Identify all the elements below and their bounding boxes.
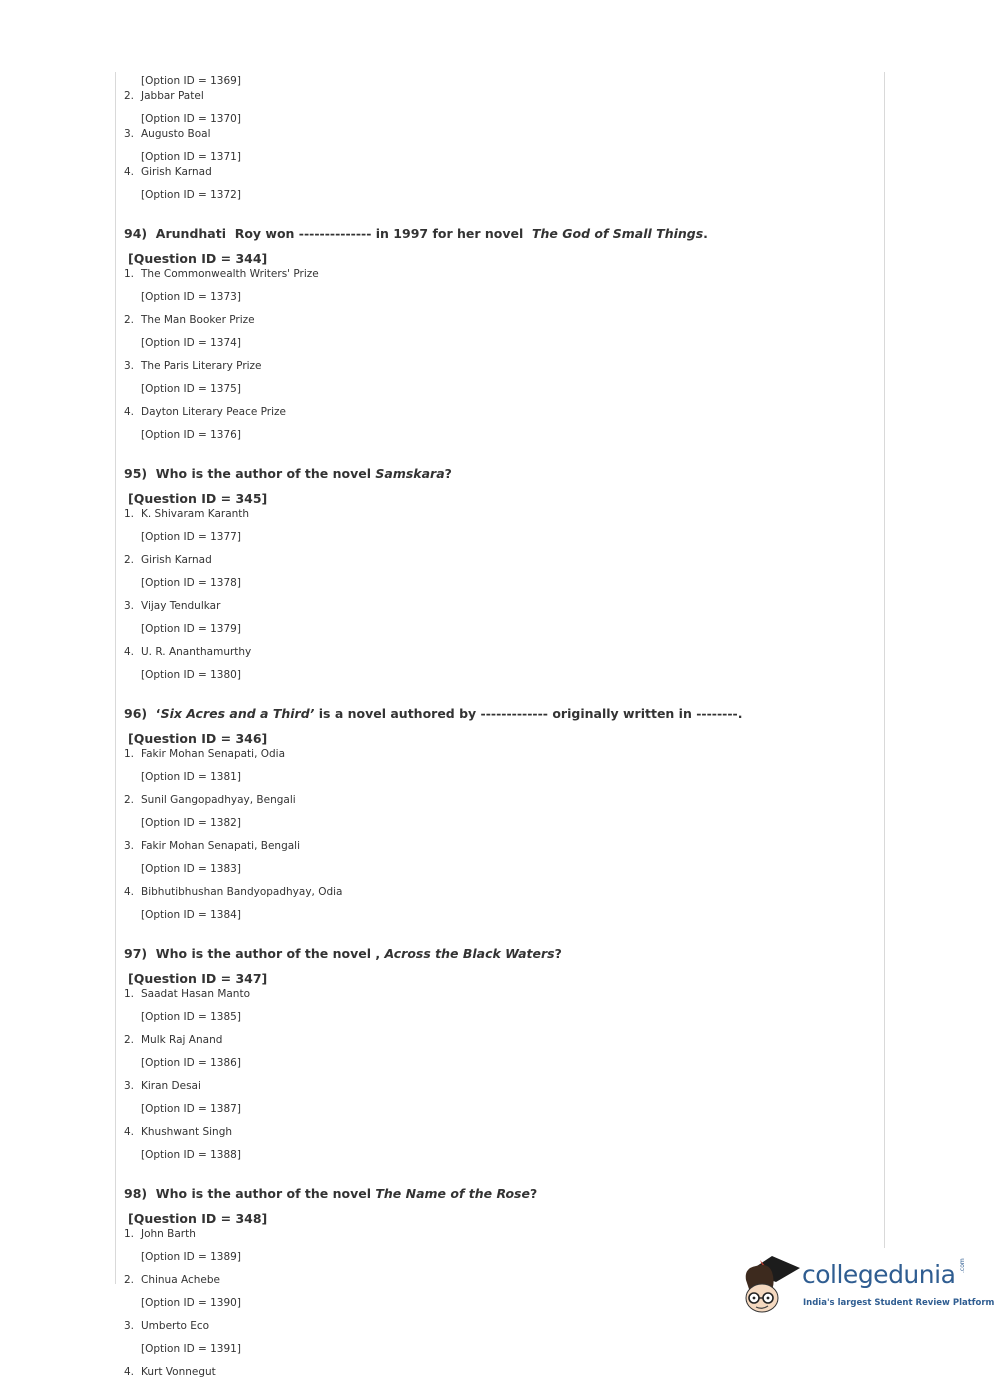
- question-list: [124, 225, 864, 1380]
- option-id: [Option ID = 1387]: [141, 1103, 241, 1115]
- option-item: 3. Kiran Desai: [124, 1080, 201, 1092]
- option-id: [Option ID = 1375]: [141, 383, 241, 395]
- question-id: [Question ID = 344]: [128, 251, 268, 266]
- option-id: [Option ID = 1381]: [141, 771, 241, 783]
- option-id: [Option ID = 1380]: [141, 669, 241, 681]
- option-id: [Option ID = 1370]: [141, 113, 241, 125]
- option-id: [Option ID = 1372]: [141, 189, 241, 201]
- question-text: 98) Who is the author of the novel The Name of the Rose?: [124, 1186, 538, 1201]
- previous-question-tail: [124, 74, 864, 203]
- question-block: [124, 225, 864, 443]
- question-text: 97) Who is the author of the novel , Across the Black Waters?: [124, 946, 562, 961]
- logo-domain-suffix: .com: [959, 1258, 966, 1273]
- option-item: 1. K. Shivaram Karanth: [124, 508, 250, 520]
- option-id: [Option ID = 1382]: [141, 817, 241, 829]
- option-item: 2. The Man Booker Prize: [124, 314, 255, 326]
- logo-tagline: India's largest Student Review Platform: [803, 1298, 995, 1308]
- option-id: [Option ID = 1390]: [141, 1297, 241, 1309]
- option-id: [Option ID = 1369]: [141, 75, 241, 87]
- option-id: [Option ID = 1374]: [141, 337, 241, 349]
- option-item: 3. Umberto Eco: [124, 1320, 210, 1332]
- option-id: [Option ID = 1384]: [141, 909, 241, 921]
- option-item: 1. Fakir Mohan Senapati, Odia: [124, 748, 286, 760]
- option-id: [Option ID = 1383]: [141, 863, 241, 875]
- option-item: 3. The Paris Literary Prize: [124, 360, 262, 372]
- left-margin-rule: [115, 72, 116, 1284]
- question-block: [124, 705, 864, 923]
- question-paper: [124, 74, 864, 1380]
- question-text: 95) Who is the author of the novel Samskara?: [124, 466, 452, 481]
- question-text: 94) Arundhati Roy won -------------- in 1997 for her novel The God of Small Things.: [124, 226, 708, 241]
- logo-wordmark: collegedunia: [802, 1260, 956, 1289]
- option-item: 4. Khushwant Singh: [124, 1126, 233, 1138]
- question-id: [Question ID = 347]: [128, 971, 268, 986]
- option-id: [Option ID = 1376]: [141, 429, 241, 441]
- question-block: [124, 945, 864, 1163]
- option-item: 2. Sunil Gangopadhyay, Bengali: [124, 794, 296, 806]
- option-item: 4. Girish Karnad: [124, 166, 212, 178]
- question-id: [Question ID = 345]: [128, 491, 268, 506]
- option-id: [Option ID = 1373]: [141, 291, 241, 303]
- question-id: [Question ID = 346]: [128, 731, 268, 746]
- option-item: 2. Girish Karnad: [124, 554, 212, 566]
- collegedunia-logo: [742, 1250, 995, 1320]
- option-item: 2. Jabbar Patel: [124, 90, 204, 102]
- option-item: 1. John Barth: [124, 1228, 196, 1240]
- option-item: 4. Kurt Vonnegut: [124, 1366, 216, 1378]
- option-id: [Option ID = 1389]: [141, 1251, 241, 1263]
- option-id: [Option ID = 1386]: [141, 1057, 241, 1069]
- option-id: [Option ID = 1388]: [141, 1149, 241, 1161]
- option-item: 3. Vijay Tendulkar: [124, 600, 221, 612]
- option-id: [Option ID = 1371]: [141, 151, 241, 163]
- option-id: [Option ID = 1391]: [141, 1343, 241, 1355]
- question-text: 96) ‘Six Acres and a Third’ is a novel authored by ------------- originally written in --------.: [124, 706, 743, 721]
- option-item: 4. Bibhutibhushan Bandyopadhyay, Odia: [124, 886, 343, 898]
- option-item: 3. Augusto Boal: [124, 128, 211, 140]
- option-id: [Option ID = 1378]: [141, 577, 241, 589]
- option-id: [Option ID = 1385]: [141, 1011, 241, 1023]
- option-id: [Option ID = 1377]: [141, 531, 241, 543]
- option-item: 4. Dayton Literary Peace Prize: [124, 406, 287, 418]
- option-item: 2. Mulk Raj Anand: [124, 1034, 223, 1046]
- option-item: 4. U. R. Ananthamurthy: [124, 646, 252, 658]
- question-id: [Question ID = 348]: [128, 1211, 268, 1226]
- option-item: 2. Chinua Achebe: [124, 1274, 220, 1286]
- question-block: [124, 465, 864, 683]
- mascot-icon: [742, 1250, 802, 1320]
- option-item: 3. Fakir Mohan Senapati, Bengali: [124, 840, 301, 852]
- right-margin-rule: [884, 72, 885, 1248]
- option-item: 1. Saadat Hasan Manto: [124, 988, 251, 1000]
- option-id: [Option ID = 1379]: [141, 623, 241, 635]
- option-item: 1. The Commonwealth Writers' Prize: [124, 268, 319, 280]
